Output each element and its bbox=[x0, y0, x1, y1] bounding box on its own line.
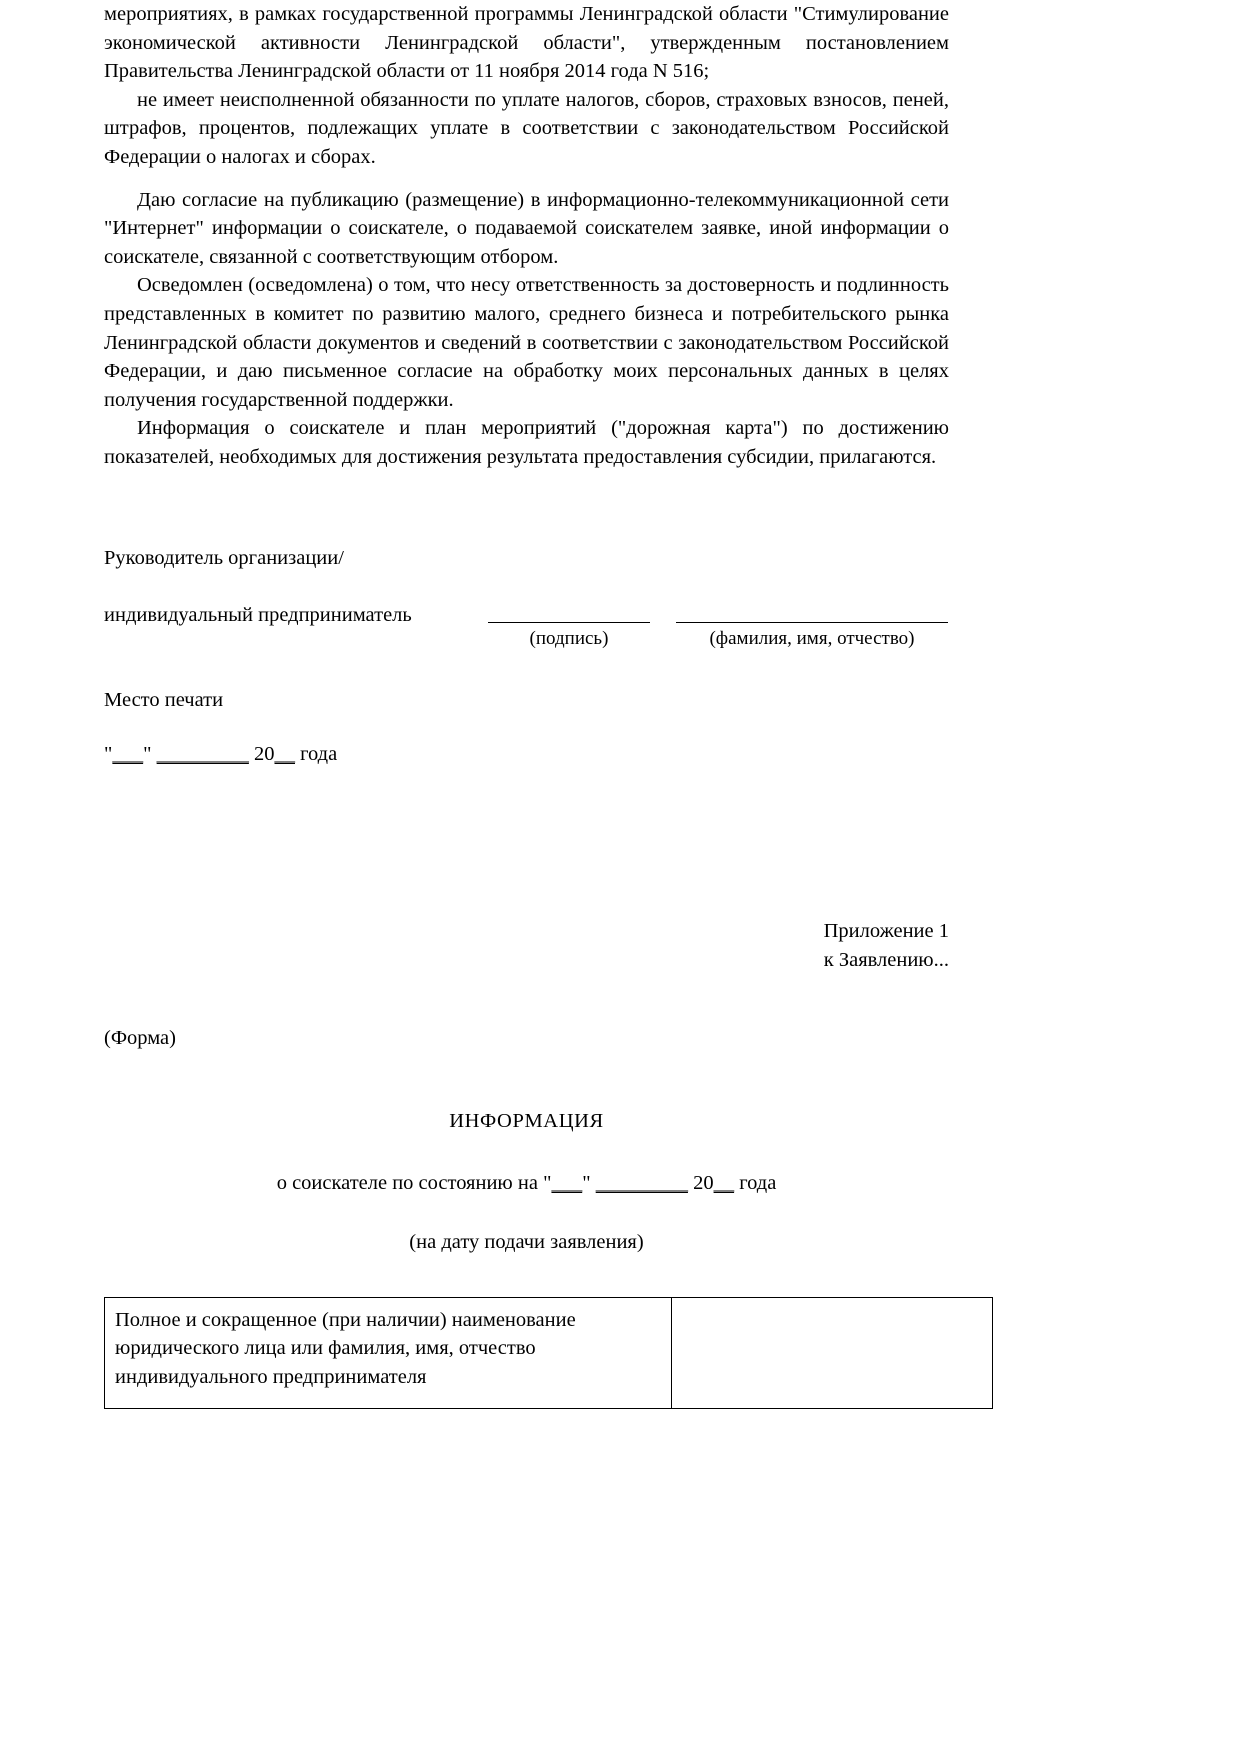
info-table-body bbox=[105, 1297, 993, 1408]
date-quote-open: " bbox=[104, 743, 113, 766]
signature-block bbox=[104, 516, 949, 656]
paragraph-awareness: Осведомлен (осведомлена) о том, что несу ответственность за достоверность и подлинность представленных в комитет по развитию малого, среднего бизнеса и потребительского рынка Ленинградской области документов и сведений в соответствии с законодательством Российской Федерации, и даю письменное согласие на обработку моих персональных данных в целях получения государственной поддержки. bbox=[104, 274, 949, 411]
table-row bbox=[105, 1297, 993, 1408]
subtitle-year-word: года bbox=[739, 1172, 777, 1195]
subtitle-year-blank[interactable]: __ bbox=[713, 1172, 735, 1195]
info-form-subtitle bbox=[104, 1169, 949, 1198]
signature-captions bbox=[488, 626, 949, 656]
date-year-blank[interactable]: __ bbox=[274, 743, 295, 766]
date-month-blank[interactable]: _________ bbox=[156, 743, 249, 766]
info-form-title: ИНФОРМАЦИЯ bbox=[449, 1109, 604, 1132]
signature-rule-signature[interactable] bbox=[488, 622, 650, 623]
stamp-place-label: Место печати bbox=[104, 688, 224, 711]
form-marker: (Форма) bbox=[104, 1027, 176, 1050]
table-cell-label: Полное и сокращенное (при наличии) наименование юридического лица или фамилия, имя, отчество индивидуального предпринимателя bbox=[105, 1297, 672, 1408]
paragraph-spacer bbox=[104, 172, 949, 186]
signature-rule-fullname[interactable] bbox=[676, 622, 948, 623]
date-year-word: года bbox=[300, 743, 338, 766]
appendix-line-1: Приложение 1 bbox=[823, 920, 949, 943]
subtitle-quote-close: " bbox=[582, 1172, 591, 1195]
cell-spacer bbox=[682, 1306, 982, 1398]
paragraph-measures: мероприятиях, в рамках государственной программы Ленинградской области "Стимулирование экономической активности Ленинградской области", утвержденным постановлением Правительства Ленинградской области от 11 ноября 2014 года N 516; bbox=[104, 3, 949, 83]
paragraph-consent-publication: Даю согласие на публикацию (размещение) в информационно-телекоммуникационной сети "Интернет" информации о соискателе, о подаваемой соискателем заявке, иной информации о соискателе, связанной с соответствующим отбором. bbox=[104, 188, 949, 268]
caption-signature: (подпись) bbox=[529, 627, 609, 649]
appendix-line-2: к Заявлению... bbox=[823, 948, 949, 971]
signature-rules bbox=[488, 604, 949, 620]
subtitle-year-prefix: 20 bbox=[693, 1172, 714, 1195]
paragraph-no-debt: не имеет неисполненной обязанности по уплате налогов, сборов, страховых взносов, пеней, штрафов, процентов, подлежащих уплате в соответствии с законодательством Российской Федерации о налогах и сборах. bbox=[104, 88, 949, 168]
caption-fullname: (фамилия, имя, отчество) bbox=[709, 627, 915, 649]
date-quote-close: " bbox=[143, 743, 152, 766]
page-content bbox=[104, 0, 949, 1409]
subtitle-quote-open: " bbox=[543, 1172, 552, 1195]
date-year-prefix: 20 bbox=[254, 743, 275, 766]
table-cell-value[interactable] bbox=[672, 1297, 993, 1408]
signatory-role-line-2: индивидуальный предприниматель bbox=[104, 604, 412, 627]
subtitle-prefix: о соискателе по состоянию на bbox=[276, 1172, 538, 1195]
date-day-blank[interactable]: ___ bbox=[112, 743, 144, 766]
appendix-header bbox=[104, 917, 949, 974]
info-form-subnote: (на дату подачи заявления) bbox=[409, 1231, 644, 1254]
date-line bbox=[104, 740, 949, 769]
paragraph-attachments: Информация о соискателе и план мероприятий ("дорожная карта") по достижению показателей, необходимых для достижения результата предоставления субсидии, прилагаются. bbox=[104, 417, 949, 468]
subtitle-month-blank[interactable]: _________ bbox=[595, 1172, 688, 1195]
signatory-role-line-1: Руководитель организации/ bbox=[104, 547, 344, 570]
subtitle-day-blank[interactable]: ___ bbox=[551, 1172, 583, 1195]
info-table bbox=[104, 1297, 993, 1409]
